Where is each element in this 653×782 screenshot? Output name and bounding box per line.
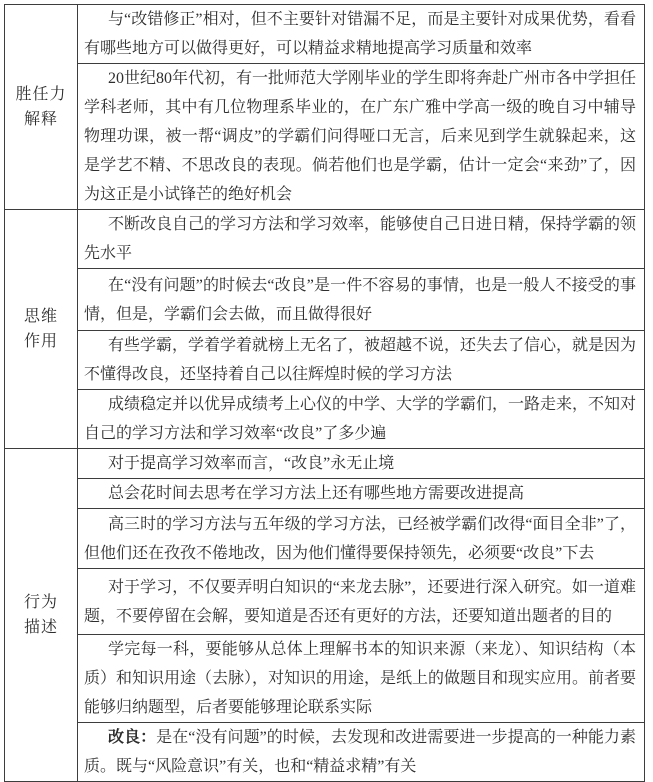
- cell-text: 在“没有问题”的时候去“改良”是一件不容易的事情，也是一般人不接受的事情，但是，学霸们会去做，而且做得很好: [84, 276, 636, 323]
- cell-text: 20世纪80年代初，有一批师范大学刚毕业的学生即将奔赴广州市各中学担任学科老师，其中有几位物理系毕业的，在广东广雅中学高一级的晚自习中辅导物理功课，被一帮“调皮”的学霸们问得哑口无言，后来见到学生就躲起来，这是学艺不精、不思改良的表现。倘若他们也是学霸，估计一定会“来劲”了，因为这正是小试锋芒的绝好机会: [84, 70, 637, 203]
- table-row: [5, 449, 645, 479]
- table-cell: [78, 331, 645, 390]
- table-row: [5, 210, 645, 269]
- table-cell: [78, 635, 645, 723]
- table-cell: [78, 479, 645, 509]
- section-label-behavior-description: [5, 449, 78, 782]
- section-label-line: 作用: [23, 333, 58, 350]
- cell-text: 高三时的学习方法与五年级的学习方法，已经被学霸们改得“面目全非”了，但他们还在孜孜不倦地改，因为他们懂得要保持领先，必须要“改良”下去: [84, 515, 636, 562]
- cell-text: 与“改错修正”相对，但不主要针对错漏不足，而是主要针对成果优势，看看有哪些地方可以做得更好，可以精益求精地提高学习质量和效率: [84, 11, 636, 57]
- cell-text: 总会花时间去思考在学习方法上还有哪些地方需要改进提高: [108, 485, 525, 502]
- cell-text: [84, 723, 636, 781]
- table-row: [5, 5, 645, 64]
- table-cell: [78, 449, 645, 479]
- section-label-line: 解释: [23, 111, 58, 128]
- cell-text: 有些学霸，学着学着就榜上无名了，被超越不说，还失去了信心，就是因为不懂得改良，还坚持着自己以往辉煌时候的学习方法: [84, 337, 637, 383]
- term-gailiang-bold: 改良：: [108, 729, 157, 746]
- cell-text: 学完每一科，要能够从总体上理解书本的知识来源（来龙）、知识结构（本质）和知识用途（去脉），对知识的用途，是纸上的做题目和现实应用。前者要能够归纳题型，后者要能够理论联系实际: [84, 641, 637, 716]
- table-row: [5, 269, 645, 331]
- section-label-thinking-role: [5, 210, 78, 449]
- cell-text: 成绩稳定并以优异成绩考上心仪的中学、大学的学霸们，一路走来，不知对自己的学习方法和学习效率“改良”了多少遍: [84, 396, 637, 442]
- table-row: [5, 635, 645, 723]
- section-label-line: 胜任力: [15, 86, 67, 103]
- table-row: [5, 64, 645, 210]
- table-row: [5, 509, 645, 569]
- competency-table: [4, 4, 645, 782]
- section-label-competency-explanation: [5, 5, 78, 210]
- section-label-line: 思维: [23, 308, 58, 325]
- table-row: [5, 390, 645, 449]
- table-cell: [78, 569, 645, 635]
- table-row: [5, 331, 645, 390]
- section-label-line: 描述: [23, 619, 58, 636]
- table-cell: [78, 5, 645, 64]
- cell-text-rest: 是在“没有问题”的时候，去发现和改进需要进一步提高的一种能力素质。既与“风险意识”有关，也和“精益求精”有关: [84, 729, 636, 775]
- table-row: [5, 569, 645, 635]
- table-cell: [78, 64, 645, 210]
- cell-text: 对于提高学习效率而言，“改良”永无止境: [108, 455, 395, 472]
- cell-text: 对于学习，不仅要弄明白知识的“来龙去脉”，还要进行深入研究。如一道难题，不要停留在会解，要知道是否还有更好的方法，还要知道出题者的目的: [84, 578, 636, 625]
- section-label-line: 行为: [23, 594, 58, 611]
- table-row: [5, 723, 645, 782]
- cell-text: 不断改良自己的学习方法和学习效率，能够使自己日进日精，保持学霸的领先水平: [84, 216, 637, 262]
- table-cell: [78, 390, 645, 449]
- table-cell: [78, 723, 645, 782]
- table-row: [5, 479, 645, 509]
- table-cell: [78, 269, 645, 331]
- table-cell: [78, 509, 645, 569]
- table-cell: [78, 210, 645, 269]
